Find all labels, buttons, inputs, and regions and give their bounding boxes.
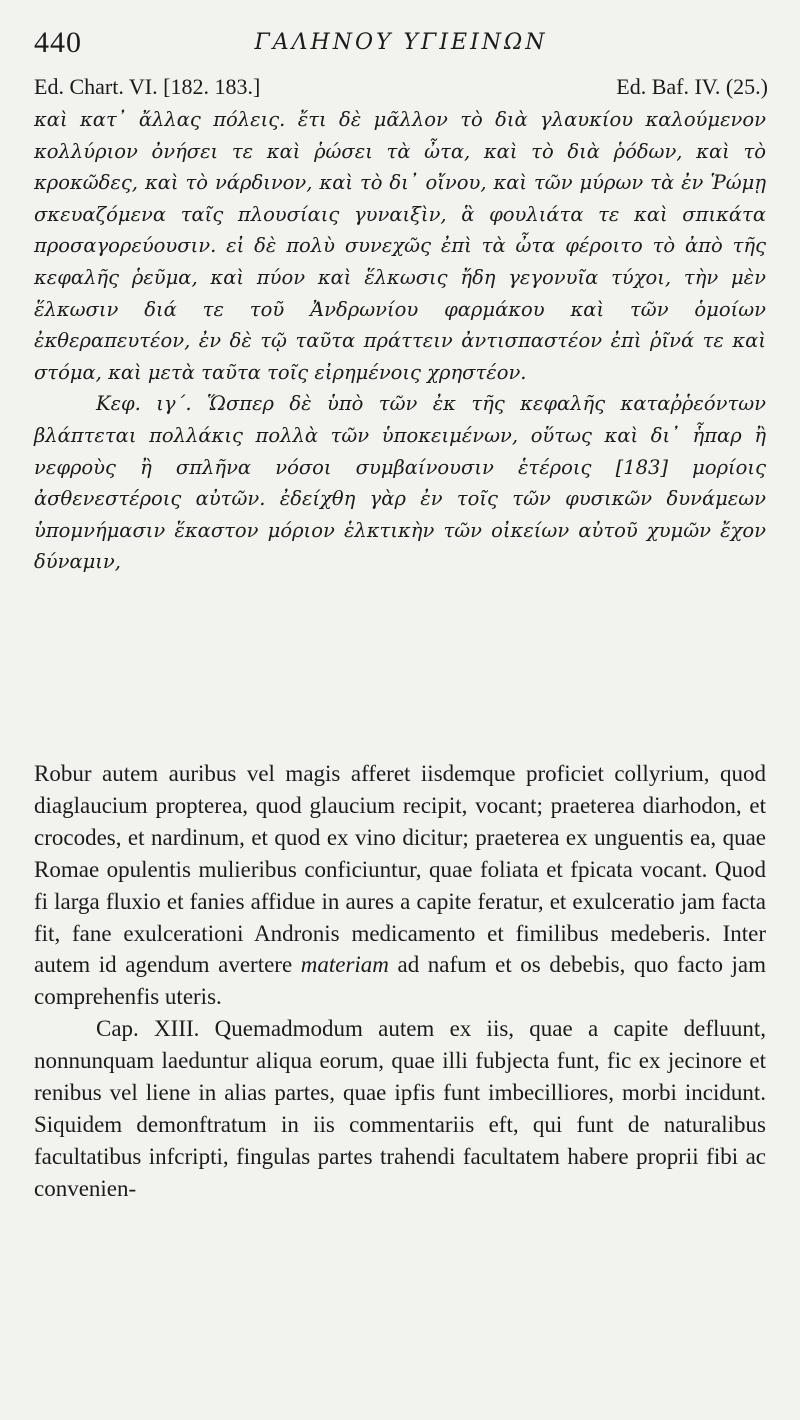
latin-paragraph-text-b: ad nafum et os debebis, quo facto jam comprehenfis uteris. <box>34 952 767 1010</box>
edition-reference-right: Ed. Baf. IV. (25.) <box>616 74 768 99</box>
greek-chapter-paragraph <box>34 388 766 578</box>
page-header <box>34 26 768 66</box>
latin-text-block <box>34 758 766 1205</box>
edition-reference-line <box>34 74 768 104</box>
latin-italic-word: materiam <box>300 952 389 978</box>
latin-paragraph-text-a: Robur autem auribus vel magis afferet iisdemque proficiet collyrium, quod diaglaucium propterea, quod glaucium recipit, vocant; praeterea diarhodon, et crocodes, et nardinum, et quod ex vino dicitur; praeterea ex unguentis ea, quae Romae opulentis mulieribus conficiuntur, quae foliata et fpicata vocant. Quod fi larga fluxio et fanies affidue in aures a capite feratur, et exulceratio jam facta fit, fane exulcerationi Andronis medicamento et fimilibus medeberis. Inter autem id agendum avertere <box>34 761 766 978</box>
greek-text-block <box>34 104 766 578</box>
greek-paragraph: καὶ κατ᾿ ἄλλας πόλεις. ἔτι δὲ μᾶλλον τὸ διὰ γλαυκίου καλούμενον κολλύριον ὀνήσει τε καὶ ῥώσει τὰ ὦτα, καὶ τὸ διὰ ῥόδων, καὶ τὸ κροκῶδες, καὶ τὸ νάρδινον, καὶ τὸ δι᾿ οἴνου, καὶ τῶν μύρων τὰ ἐν Ῥώμῃ σκευαζόμενα ταῖς πλουσίαις γυναιξὶν, ἃ φουλιάτα τε καὶ σπικάτα προσαγορεύουσιν. εἰ δὲ πολὺ συνεχῶς ἐπὶ τὰ ὦτα φέροιτο τὸ ἀπὸ τῆς κεφαλῆς ῥεῦμα, καὶ πύον καὶ ἕλκωσις ἤδη γεγονυῖα τύχοι, τὴν μὲν ἕλκωσιν διά τε τοῦ Ἀνδρωνίου φαρμάκου καὶ τῶν ὁμοίων ἐκθεραπευτέον, ἐν δὲ τῷ ταῦτα πράττειν ἀντισπαστέον ἐπὶ ῥῖνά τε καὶ στόμα, καὶ μετὰ ταῦτα τοῖς εἰρημένοις χρηστέον. <box>34 108 766 384</box>
greek-chapter-text: Ὥσπερ δὲ ὑπὸ τῶν ἐκ τῆς κεφαλῆς καταῤῥεόντων βλάπτεται πολλάκις πολλὰ τῶν ὑποκειμένων, οὕτως καὶ δι᾿ ἧπαρ ἢ νεφροὺς ἢ σπλῆνα νόσοι συμβαίνουσιν ἑτέροις [183] μορίοις ἀσθενεστέροις αὐτῶν. ἐδείχθη γὰρ ἐν τοῖς τῶν φυσικῶν δυνάμεων ὑπομνήμασιν ἕκαστον μόριον ἑλκτικὴν τῶν οἰκείων αὐτοῦ χυμῶν ἔχον δύναμιν, <box>34 392 766 574</box>
running-title: ΓΑΛΗΝΟΥ ΥΓΙΕΙΝΩΝ <box>254 30 548 55</box>
latin-chapter-label: Cap. XIII. <box>96 1016 200 1042</box>
latin-chapter-paragraph <box>34 1013 766 1204</box>
greek-chapter-label: Κεφ. ιγ΄. <box>96 392 192 416</box>
page-number: 440 <box>34 26 82 59</box>
latin-paragraph <box>34 758 766 1013</box>
edition-reference-left: Ed. Chart. VI. [182. 183.] <box>34 74 261 99</box>
latin-chapter-text: Quemadmodum autem ex iis, quae a capite defluunt, nonnunquam laeduntur aliqua eorum, quae illi fubjecta funt, fic ex jecinore et renibus vel liene in alias partes, quae ipfis funt imbecilliores, morbi incidunt. Siquidem demonftratum in iis commentariis eft, qui funt de naturalibus facultatibus infcripti, fingulas partes trahendi facultatem habere proprii fibi ac convenien- <box>34 1016 767 1201</box>
